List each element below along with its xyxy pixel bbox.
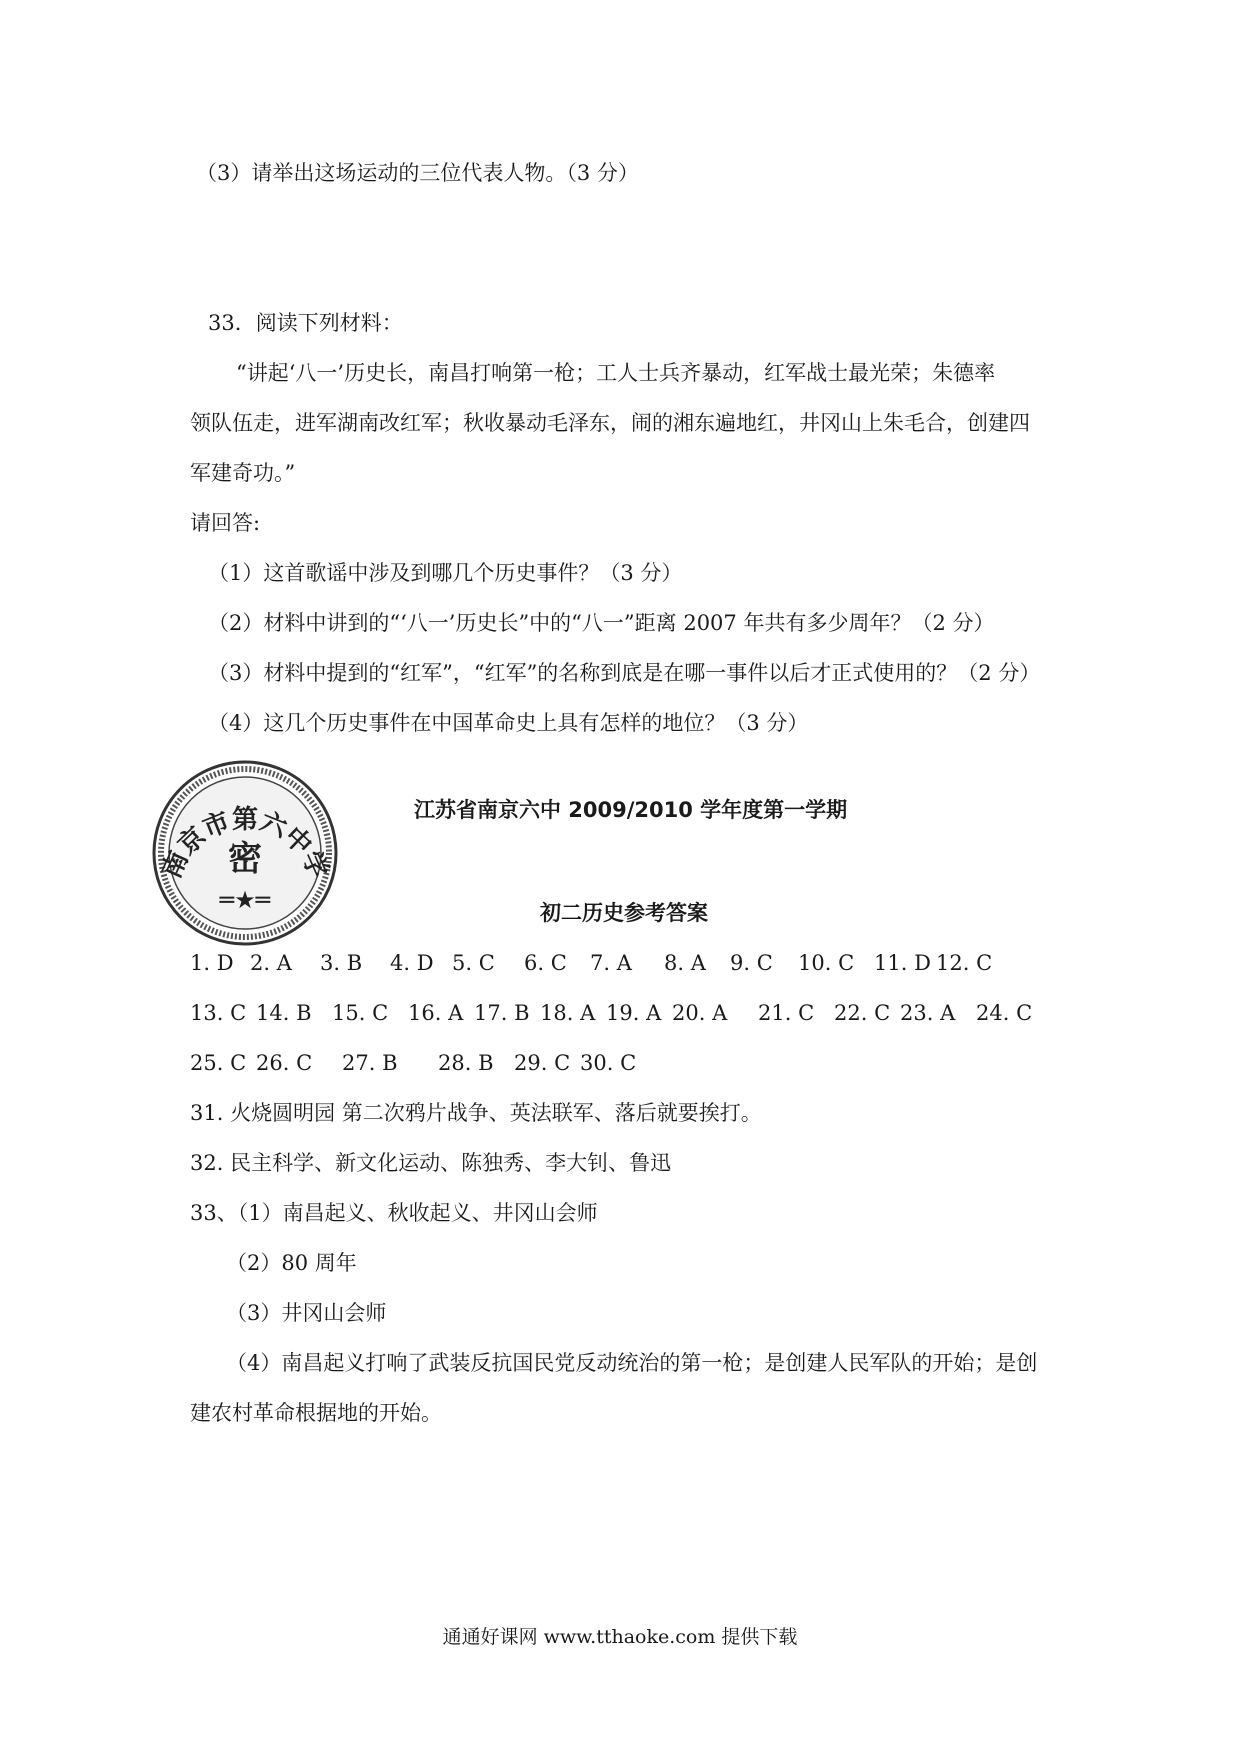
mc-answer: 22. C	[834, 1001, 891, 1025]
mc-answer: 8. A	[664, 951, 706, 975]
school-seal	[150, 758, 340, 948]
question-33-sub-2: （2）材料中讲到的“‘八一’历史长”中的“八一”距离 2007 年共有多少周年？（2 分）	[208, 611, 995, 635]
mc-answer: 5. C	[452, 951, 495, 975]
mc-answer: 26. C	[256, 1051, 313, 1075]
question-33-material-line-2: 领队伍走，进军湖南改红军；秋收暴动毛泽东，闹的湘东遍地红，井冈山上朱毛合，创建四	[190, 411, 1030, 435]
mc-answer: 23. A	[900, 1001, 956, 1025]
mc-answer: 25. C	[190, 1051, 247, 1075]
answer-33-1: 33、（1）南昌起义、秋收起义、井冈山会师	[190, 1201, 598, 1225]
mc-answer: 16. A	[408, 1001, 464, 1025]
seal-center-text: 密	[228, 839, 262, 879]
answer-31: 31. 火烧圆明园 第二次鸦片战争、英法联军、落后就要挨打。	[190, 1101, 762, 1125]
answer-32: 32. 民主科学、新文化运动、陈独秀、李大钊、鲁迅	[190, 1151, 672, 1175]
mc-answer: 21. C	[758, 1001, 815, 1025]
mc-answer: 6. C	[524, 951, 567, 975]
answer-title: 江苏省南京六中 2009/2010 学年度第一学期	[414, 798, 848, 822]
question-33-sub-3: （3）材料中提到的“红军”，“红军”的名称到底是在哪一事件以后才正式使用的？（2 分）	[208, 661, 1041, 685]
mc-answer: 11. D	[874, 951, 931, 975]
mc-answer: 3. B	[320, 951, 363, 975]
mc-answer: 12. C	[936, 951, 993, 975]
question-33-material-line-1: “讲起‘八一’历史长，南昌打响第一枪；工人士兵齐暴动，红军战士最光荣；朱德率	[236, 361, 996, 385]
mc-answer: 9. C	[730, 951, 773, 975]
answer-33-4-line-1: （4）南昌起义打响了武装反抗国民党反动统治的第一枪；是创建人民军队的开始；是创	[226, 1351, 1038, 1375]
mc-answer: 29. C	[514, 1051, 571, 1075]
seal-graphic	[150, 758, 340, 948]
question-33-title: 33．阅读下列材料：	[208, 311, 403, 335]
mc-answer: 28. B	[438, 1051, 494, 1075]
question-33-sub-4: （4）这几个历史事件在中国革命史上具有怎样的地位？（3 分）	[208, 711, 809, 735]
mc-answer: 19. A	[606, 1001, 662, 1025]
mc-answer: 4. D	[390, 951, 434, 975]
question-33-material-line-3: 军建奇功。”	[190, 461, 296, 485]
mc-answer: 24. C	[976, 1001, 1033, 1025]
seal-ring-text: 南京市第六中学	[156, 804, 334, 883]
answer-33-4-line-2: 建农村革命根据地的开始。	[190, 1401, 442, 1425]
mc-answer: 30. C	[580, 1051, 637, 1075]
mc-answer: 13. C	[190, 1001, 247, 1025]
mc-answer: 14. B	[256, 1001, 312, 1025]
mc-answer: 20. A	[672, 1001, 728, 1025]
answer-33-2: （2）80 周年	[226, 1251, 357, 1275]
mc-answer: 27. B	[342, 1051, 398, 1075]
mc-answer: 7. A	[590, 951, 632, 975]
footer-credit: 通通好课网 www.tthaoke.com 提供下载	[442, 1626, 798, 1648]
question-33-prompt: 请回答:	[190, 511, 261, 535]
mc-answer: 1. D	[190, 951, 234, 975]
seal-bottom-text: ═★═	[219, 886, 271, 914]
mc-answer: 17. B	[474, 1001, 530, 1025]
question-32-3: （3）请举出这场运动的三位代表人物。（3 分）	[196, 161, 639, 185]
answer-33-3: （3）井冈山会师	[226, 1301, 387, 1325]
mc-answer: 2. A	[250, 951, 292, 975]
mc-answer: 18. A	[540, 1001, 596, 1025]
question-33-sub-1: （1）这首歌谣中涉及到哪几个历史事件？（3 分）	[208, 561, 683, 585]
mc-answer: 15. C	[332, 1001, 389, 1025]
answer-subtitle: 初二历史参考答案	[540, 901, 708, 925]
mc-answer: 10. C	[798, 951, 855, 975]
